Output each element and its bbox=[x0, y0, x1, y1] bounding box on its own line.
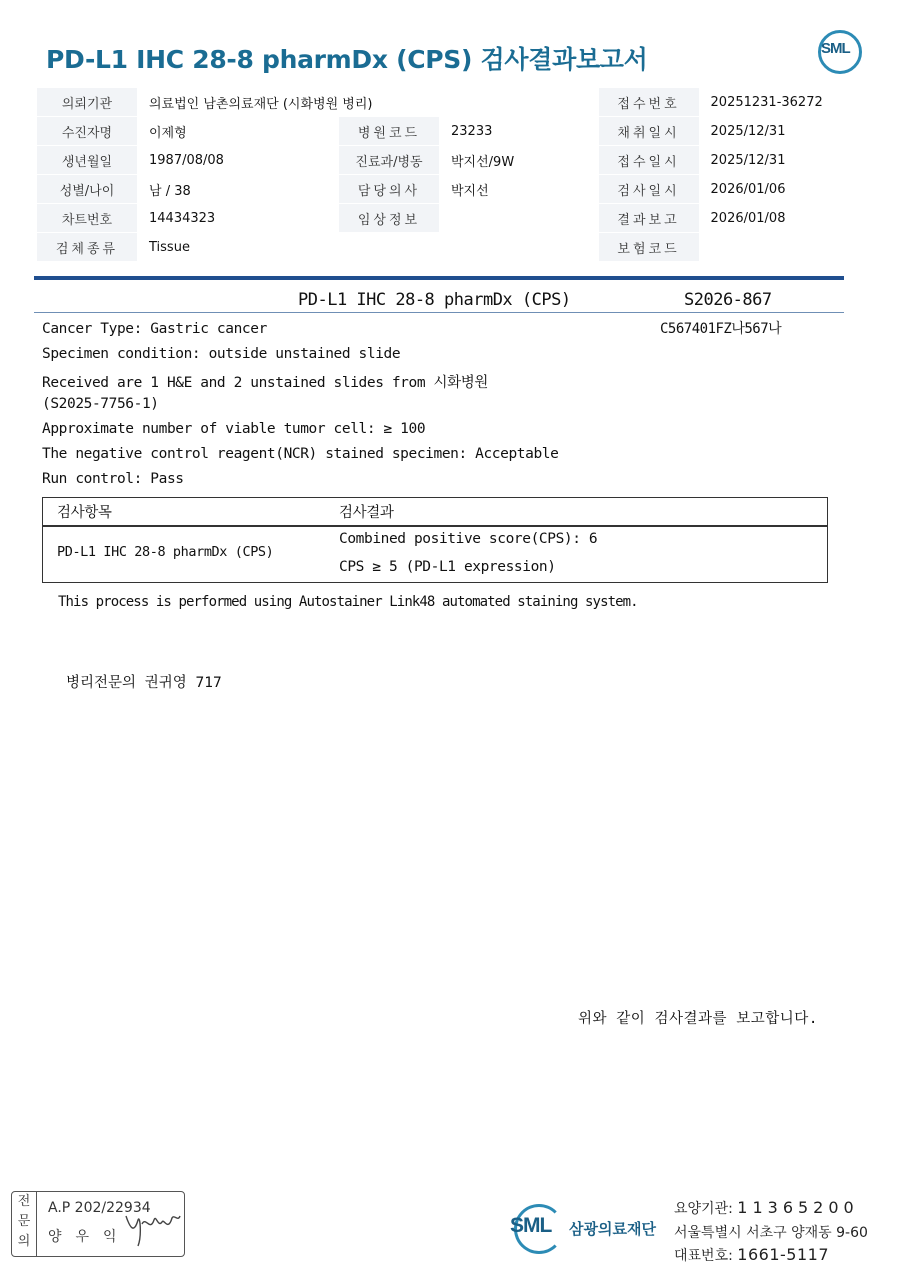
ap-number: A.P 202/22934 bbox=[48, 1200, 151, 1216]
hospital-code-label: 병원코드 bbox=[339, 117, 439, 146]
specimen-label: 검체종류 bbox=[37, 233, 137, 262]
foundation-name: 삼광의료재단 bbox=[569, 1220, 656, 1238]
institution-label: 의뢰기관 bbox=[37, 88, 137, 117]
report-line: The negative control reagent(NCR) stained specimen: Acceptable bbox=[42, 446, 559, 462]
phone: 대표번호: 1661-5117 bbox=[674, 1245, 829, 1264]
insurance-label: 보험코드 bbox=[599, 233, 699, 262]
patient-label: 수진자명 bbox=[37, 117, 137, 146]
col-header-result: 검사결과 bbox=[339, 505, 394, 521]
receipt-no-label: 접수번호 bbox=[599, 88, 699, 117]
receipt-date-value: 2025/12/31 bbox=[699, 146, 863, 175]
report-line: (S2025-7756-1) bbox=[42, 396, 159, 412]
receipt-date-label: 접수일시 bbox=[599, 146, 699, 175]
sex-age-value: 남 / 38 bbox=[137, 175, 339, 204]
result-table bbox=[42, 497, 828, 583]
institution-value: 의료법인 남촌의료재단 (시화병원 병리) bbox=[137, 88, 539, 117]
test-name: PD-L1 IHC 28-8 pharmDx (CPS) bbox=[298, 290, 571, 310]
hospital-code-value: 23233 bbox=[439, 117, 539, 146]
col-header-item: 검사항목 bbox=[57, 505, 112, 521]
test-date-value: 2026/01/06 bbox=[699, 175, 863, 204]
report-line: Cancer Type: Gastric cancer bbox=[42, 321, 267, 337]
report-line: Specimen condition: outside unstained slide bbox=[42, 346, 401, 362]
clinical-value bbox=[439, 204, 539, 233]
receipt-no-value: 20251231-36272 bbox=[699, 88, 863, 117]
specimen-code: C567401FZ나567나 bbox=[660, 321, 782, 337]
report-line: Approximate number of viable tumor cell: ≥ 100 bbox=[42, 421, 426, 437]
pathologist-name: 양우익 bbox=[48, 1229, 131, 1245]
report-line: Run control: Pass bbox=[42, 471, 184, 487]
pathologist: 병리전문의 권귀영 717 bbox=[66, 675, 222, 691]
pathologist-stamp: 전 문 의 A.P 202/22934 양우익 bbox=[11, 1191, 185, 1257]
result-item: PD-L1 IHC 28-8 pharmDx (CPS) bbox=[57, 544, 274, 560]
dept-value: 박지선/9W bbox=[439, 146, 539, 175]
report-title: PD-L1 IHC 28-8 pharmDx (CPS) 검사결과보고서 bbox=[46, 45, 648, 74]
header-underline bbox=[34, 312, 844, 313]
patient-info-table bbox=[37, 88, 863, 262]
provider-number: 요양기관: 11365200 bbox=[674, 1198, 859, 1217]
sml-footer-logo: SML bbox=[508, 1200, 568, 1256]
insurance-value bbox=[699, 233, 863, 262]
chart-no-label: 차트번호 bbox=[37, 204, 137, 233]
report-date-label: 결과보고 bbox=[599, 204, 699, 233]
sml-logo: SML bbox=[818, 30, 860, 72]
sex-age-label: 성별/나이 bbox=[37, 175, 137, 204]
report-date-value: 2026/01/08 bbox=[699, 204, 863, 233]
clinical-label: 임상정보 bbox=[339, 204, 439, 233]
signature-icon bbox=[124, 1206, 182, 1250]
chart-no-value: 14434323 bbox=[137, 204, 339, 233]
section-divider bbox=[34, 276, 844, 280]
result-cps-score: Combined positive score(CPS): 6 bbox=[339, 531, 598, 547]
address: 서울특별시 서초구 양재동 9-60 bbox=[674, 1225, 868, 1241]
doctor-value: 박지선 bbox=[439, 175, 539, 204]
birth-value: 1987/08/08 bbox=[137, 146, 339, 175]
specimen-value: Tissue bbox=[137, 233, 339, 262]
collect-date-label: 채취일시 bbox=[599, 117, 699, 146]
doctor-label: 담당의사 bbox=[339, 175, 439, 204]
report-number: S2026-867 bbox=[684, 290, 772, 310]
patient-value: 이제형 bbox=[137, 117, 339, 146]
report-line: Received are 1 H&E and 2 unstained slides from 시화병원 bbox=[42, 375, 488, 391]
result-cps-expression: CPS ≥ 5 (PD-L1 expression) bbox=[339, 559, 556, 575]
collect-date-value: 2025/12/31 bbox=[699, 117, 863, 146]
method-footnote: This process is performed using Autostainer Link48 automated staining system. bbox=[58, 594, 638, 610]
birth-label: 생년월일 bbox=[37, 146, 137, 175]
dept-label: 진료과/병동 bbox=[339, 146, 439, 175]
closing-statement: 위와 같이 검사결과를 보고합니다. bbox=[578, 1011, 819, 1027]
test-date-label: 검사일시 bbox=[599, 175, 699, 204]
